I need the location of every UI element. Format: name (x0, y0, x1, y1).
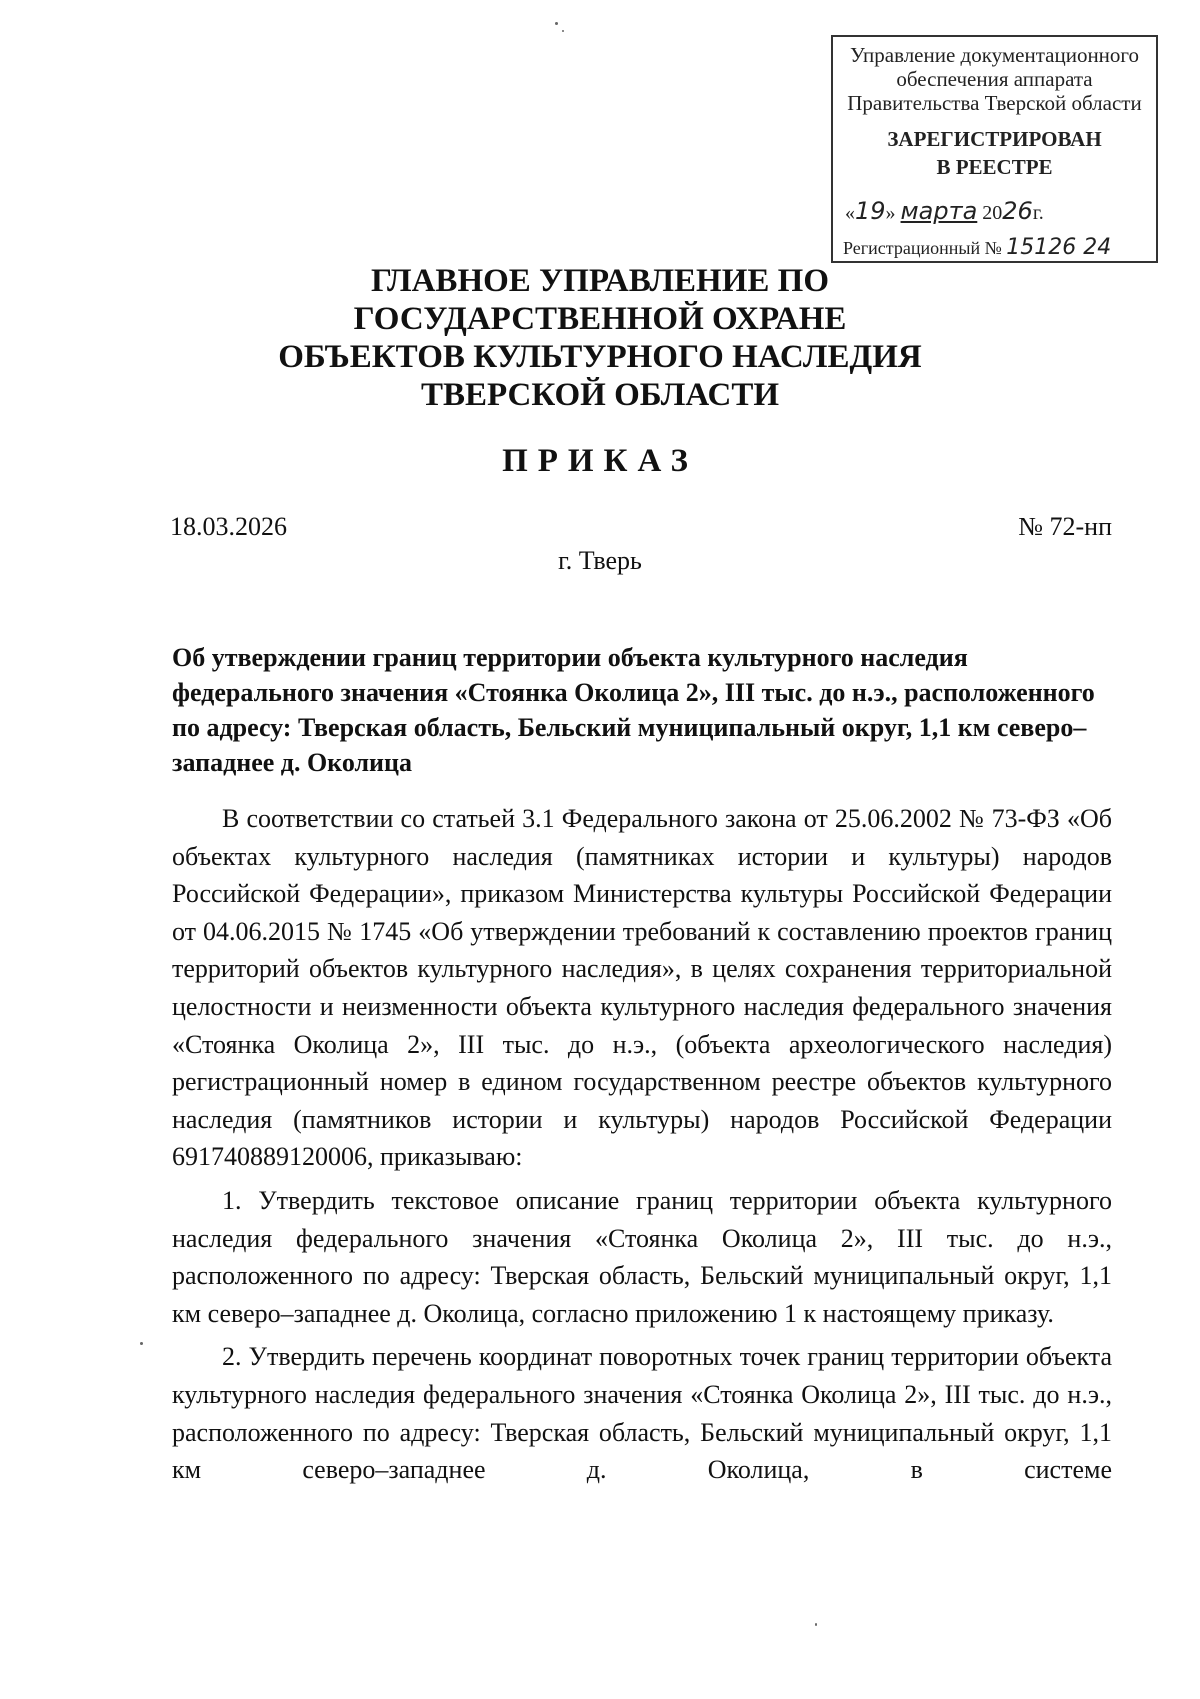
scan-speck (562, 30, 564, 32)
order-item-2: 2. Утвердить перечень координат поворотных точек границ территории объекта культурного наследия федерального значения «Стоянка Околица 2», III тыс. до н.э., расположенного по адресу: Тверская область, Бельский муниципальный округ, 1,1 км северо–западнее д. Околица, в системе (172, 1342, 1112, 1485)
document-city: г. Тверь (558, 546, 642, 575)
stamp-date-year-end: г. (1032, 202, 1044, 224)
heading-line: ОБЪЕКТОВ КУЛЬТУРНОГО НАСЛЕДИЯ (278, 339, 922, 375)
preamble-paragraph: В соответствии со статьей 3.1 Федерального закона от 25.06.2002 № 73-ФЗ «Об объектах культурного наследия (памятниках истории и культуры) народов Российской Федерации», приказом Министерства культуры Российской Федерации от 04.06.2015 № 1745 «Об утверждении требований к составлению проектов границ территорий объектов культурного наследия», в целях сохранения территориальной целостности и неизменности объекта культурного наследия федерального значения «Стоянка Околица 2», III тыс. до н.э., (объекта археологического наследия) регистрационный номер в едином государственном реестре объектов культурного наследия (памятников истории и культуры) народов Российской Федерации 691740889120006, приказываю: (172, 804, 1112, 1172)
stamp-date: «19» марта 2026г. (845, 197, 1044, 225)
document-body (172, 800, 1112, 1489)
stamp-organization (833, 43, 1156, 115)
stamp-registered-line: ЗАРЕГИСТРИРОВАН (887, 127, 1102, 151)
stamp-org-line: Управление документационного (849, 43, 1140, 67)
authority-heading (170, 262, 1030, 414)
stamp-org-line: обеспечения аппарата (896, 67, 1093, 91)
stamp-date-year-suffix: 26 (1002, 197, 1033, 225)
stamp-date-day: 19 (855, 197, 886, 225)
stamp-registered-line: В РЕЕСТРЕ (936, 155, 1053, 179)
order-item-1: 1. Утвердить текстовое описание границ территории объекта культурного наследия федерального значения «Стоянка Околица 2», III тыс. до н.э., расположенного по адресу: Тверская область, Бельский муниципальный округ, 1,1 км северо–западнее д. Околица, согласно приложению 1 к настоящему приказу. (172, 1185, 1112, 1328)
stamp-regno-label: Регистрационный № (843, 238, 1002, 258)
heading-line: ТВЕРСКОЙ ОБЛАСТИ (420, 377, 780, 413)
stamp-regno-value: 15126 24 (1006, 235, 1112, 260)
registration-stamp (831, 35, 1158, 263)
document-number: № 72-нп (1018, 512, 1112, 541)
scan-speck (815, 1623, 817, 1626)
heading-line: ГОСУДАРСТВЕННОЙ ОХРАНЕ (353, 301, 847, 337)
stamp-date-year-prefix: 20 (982, 202, 1003, 224)
stamp-registered (833, 125, 1156, 181)
scan-speck (140, 1342, 143, 1345)
heading-line: ГЛАВНОЕ УПРАВЛЕНИЕ ПО (371, 263, 829, 299)
scan-speck (555, 22, 558, 25)
document-type: ПРИКАЗ (502, 443, 698, 479)
stamp-date-month: марта (900, 197, 978, 225)
document-date: 18.03.2026 (170, 512, 287, 541)
stamp-registration-number (843, 235, 1111, 260)
stamp-org-line: Правительства Тверской области (847, 91, 1142, 115)
document-subject: Об утверждении границ территории объекта культурного наследия федерального значения «Стоянка Околица 2», III тыс. до н.э., расположенного по адресу: Тверская область, Бельский муниципальный округ, 1,1 км северо–западнее д. Околица (172, 643, 1095, 777)
